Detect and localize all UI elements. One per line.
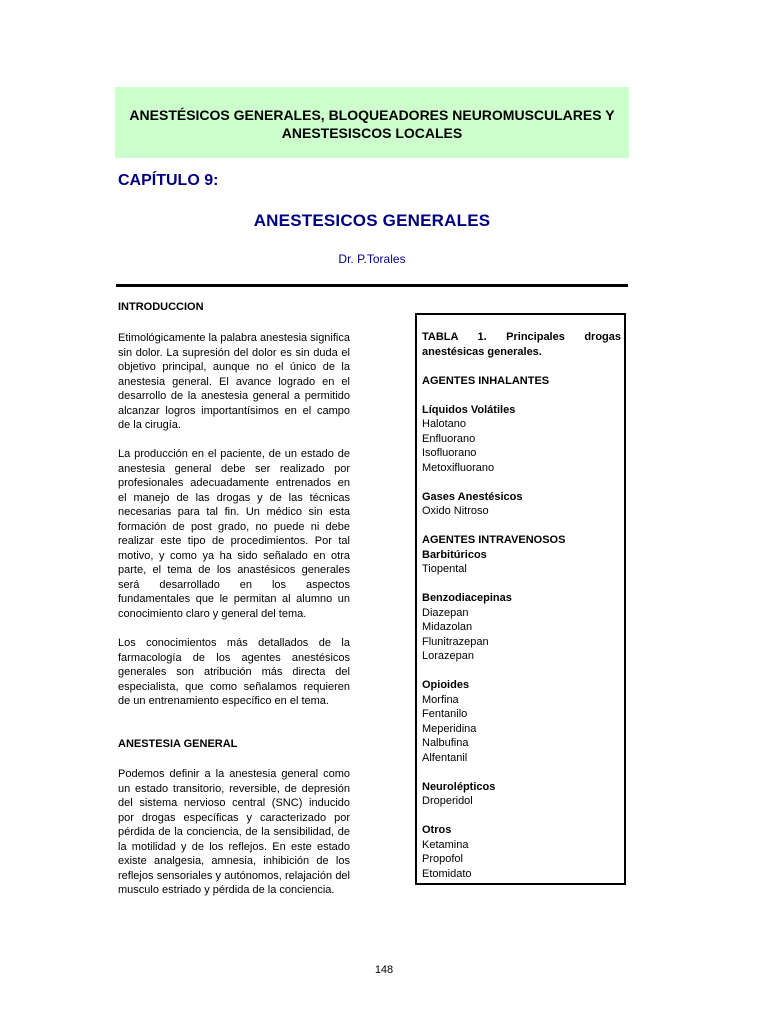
table-item: Midazolan [422,621,473,633]
table-subheading: Opioides [422,679,470,691]
section-heading-anestesia-general: ANESTESIA GENERAL [118,738,238,750]
divider [116,284,628,287]
paragraph: Podemos definir a la anestesia general como un estado transitorio, reversible, de depresión del sistema nervioso central (SNC) inducido por drogas específicas y caracterizado por pérdida de la conciencia, de la sensibilidad, de la motilidad y de los reflejos. En este estado existe analgesia, amnesia, inhibición de los reflejos sensoriales y autónomos, relajación del musculo estriado y pérdida de la conciencia. [118,768,350,896]
page-number: 148 [374,964,394,976]
table-item: Fentanilo [422,708,468,720]
table-subheading: Gases Anestésicos [422,490,523,503]
paragraph: Los conocimientos más detallados de la farmacología de los agentes anestésicos generales son atribución más directa del especialista, que como señalamos requieren de un entrenamiento específico en el tema. [118,637,350,707]
table-item: Morfina [422,693,459,706]
table-item: Alfentanil [422,751,468,764]
table-item: Nalbufina [422,737,469,749]
title-banner [115,87,629,158]
page-title: ANESTESICOS GENERALES [253,211,491,230]
table-subheading: Benzodiacepinas [422,592,512,604]
table-subheading: Líquidos Volátiles [422,403,516,416]
table-subheading: Otros [422,824,452,836]
author: Dr. P.Torales [338,252,406,266]
table-item: Oxido Nitroso [422,505,489,517]
table-item: Tiopental [422,563,467,575]
banner-title-line-1: ANESTÉSICOS GENERALES, BLOQUEADORES NEUROMUSCULARES Y [129,107,615,123]
table-subheading: Neurolépticos [422,780,496,793]
table-item: Propofol [422,853,463,865]
table-item: Meperidina [422,722,477,735]
table-item: Metoxifluorano [422,461,495,474]
table-group-heading: AGENTES INHALANTES [422,374,550,387]
table-item: Lorazepan [422,650,474,662]
table-item: Droperidol [422,795,473,807]
table-item: Etomidato [422,867,472,880]
table-item: Flunitrazepan [422,635,489,648]
table-group-heading: AGENTES INTRAVENOSOS [422,534,566,546]
drug-table [415,313,626,885]
table-subheading: Barbitúricos [422,548,487,561]
table-item: Halotano [422,418,467,430]
banner-title-line-2: ANESTESISCOS LOCALES [281,125,463,141]
table-item: Ketamina [422,838,469,851]
table-item: Diazepan [422,606,469,619]
table-title: TABLA 1. Principales drogas anestésicas generales. [422,331,621,358]
paragraph: La producción en el paciente, de un estado de anestesia general debe ser realizado por profesionales adecuadamente entrenados en el manejo de las drogas y de las técnicas necesarias para tal fin. Un médico sin esta formación de post grado, no puede ni debe realizar este tipo de procedimientos. Por tal motivo, y como ya ha sido señalado en otra parte, el tema de los anastésicos generales será desarrollado en los aspectos fundamentales que le permitan al alumno un conocimiento claro y general del tema. [118,448,350,620]
section-heading-introduccion: INTRODUCCION [118,301,204,313]
banner-title [115,106,629,142]
table-item: Isofluorano [422,447,477,459]
table-item: Enfluorano [422,432,476,445]
chapter-label: CAPÍTULO 9: [118,172,219,189]
paragraph: Etimológicamente la palabra anestesia significa sin dolor. La supresión del dolor es sin duda el objetivo principal, aunque no el único de la anestesia general. El avance logrado en el desarrollo de la anestesia general a permitido alcanzar logros importantísimos en el campo de la cirugía. [118,332,350,431]
